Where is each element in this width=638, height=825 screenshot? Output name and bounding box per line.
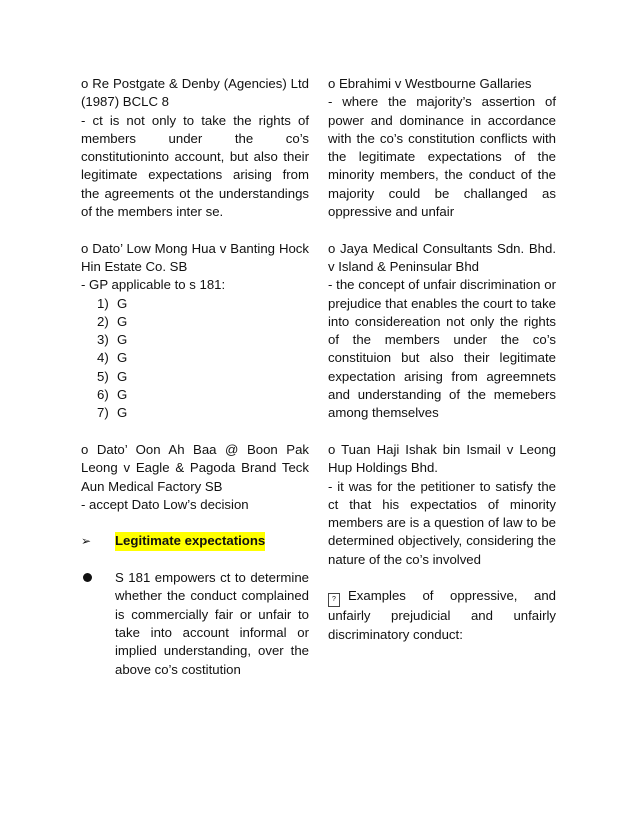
- gp-item: 3) G: [97, 332, 128, 348]
- gp-list: [81, 295, 309, 423]
- bullet-item: [81, 569, 309, 679]
- case-body: - ct is not only to take the rights of members under the co’s constitutioninto account, but also their legitimate expectations arising from the agreements ot the understandings of the members inter se.: [81, 112, 309, 220]
- gp-item: 5) G: [97, 368, 128, 384]
- gp-item: 1) G: [97, 295, 128, 311]
- case-title: o Dato’ Low Mong Hua v Banting Hock Hin Estate Co. SB: [81, 240, 309, 274]
- examples-text: Examples of oppressive, and unfairly prejudicial and unfairly discriminatory conduct:: [328, 588, 556, 642]
- case-title: o Re Postgate & Denby (Agencies) Ltd (1987) BCLC 8: [81, 76, 309, 110]
- case-title: o Tuan Haji Ishak bin Ismail v Leong Hup Holdings Bhd.: [328, 441, 556, 476]
- gp-item: 4) G: [97, 350, 128, 366]
- case-body: - the concept of unfair discrimination or prejudice that enables the court to take into considereation not only the rights of the members under the co’s constituion but also their legitimate expectation arising from agreemnets and understanding of the memebers among themselves: [328, 277, 556, 421]
- right-column: [328, 75, 556, 644]
- arrow-bullet-icon: ➢: [81, 534, 92, 549]
- section-heading: [81, 532, 309, 550]
- case-body: - GP applicable to s 181:: [81, 277, 226, 293]
- case-body: - where the majority’s assertion of power and dominance in accordance with the co’s constitution conflicts with the legitimate expectations of the minority members, the conduct of the majority could be challanged as oppressive and unfair: [328, 94, 556, 220]
- heading-text: Legitimate expectations: [115, 532, 265, 550]
- examples-paragraph: [328, 587, 556, 644]
- missing-glyph-icon: ?: [328, 593, 340, 607]
- case-title: o Ebrahimi v Westbourne Gallaries: [328, 76, 532, 91]
- case-title: o Jaya Medical Consultants Sdn. Bhd. v Island & Peninsular Bhd: [328, 240, 556, 274]
- case-body: - it was for the petitioner to satisfy the ct that his expectatios of minority members are is a question of law to be determined objectively, considering the nature of the co’s involved: [328, 478, 556, 567]
- gp-item: 2) G: [97, 313, 128, 329]
- bullet-dot-icon: [81, 569, 115, 679]
- gp-item: 7) G: [97, 405, 128, 421]
- case-body: - accept Dato Low’s decision: [81, 496, 249, 512]
- case-title: o Dato’ Oon Ah Baa @ Boon Pak Leong v Eagle & Pagoda Brand Teck Aun Medical Factory SB: [81, 441, 309, 494]
- left-column: [81, 75, 309, 679]
- gp-item: 6) G: [97, 387, 128, 403]
- bullet-text: S 181 empowers ct to determine whether the conduct complained is commercially fair or unfair to take into account informal or implied understanding, over the above co’s costitution: [115, 570, 309, 677]
